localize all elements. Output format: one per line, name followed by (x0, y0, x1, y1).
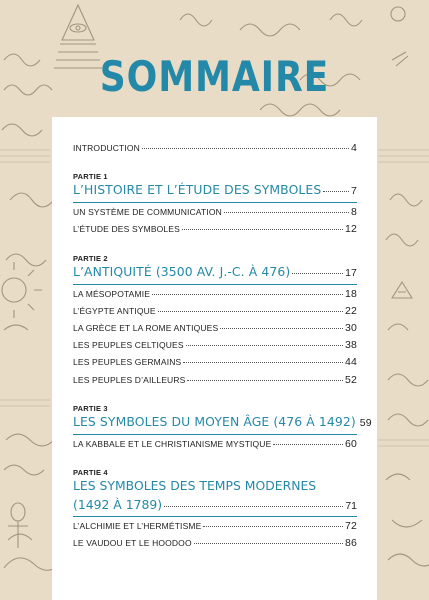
dot-leader (164, 506, 343, 507)
part-page: 17 (345, 266, 357, 279)
toc-entry[interactable] (73, 438, 357, 455)
dot-leader (187, 380, 343, 381)
toc-entry-page: 30 (345, 321, 357, 334)
part-title-line-1: LES SYMBOLES DES TEMPS MODERNES (73, 477, 317, 493)
table-of-contents (73, 142, 372, 554)
toc-entry-label: L’ÉGYPTE ANTIQUE (73, 305, 156, 316)
part-page: 7 (351, 185, 357, 198)
part-label: PARTIE 2 (73, 253, 108, 263)
part-title-row[interactable] (73, 182, 357, 203)
toc-entry-label: LES PEUPLES D’AILLEURS (73, 374, 186, 385)
toc-entry[interactable] (73, 356, 357, 373)
part-title: LES SYMBOLES DU MOYEN ÂGE (476 À 1492) (73, 413, 356, 429)
dot-leader (323, 191, 349, 192)
toc-entry[interactable] (73, 537, 357, 554)
dot-leader (158, 311, 343, 312)
part-title-line-2: (1492 À 1789) (73, 496, 163, 512)
dot-leader (183, 362, 343, 363)
toc-entry-label: INTRODUCTION (73, 143, 140, 153)
part-title-row[interactable] (73, 413, 372, 435)
toc-entry[interactable] (73, 374, 357, 391)
dot-leader (194, 543, 343, 544)
dot-leader (292, 273, 343, 274)
dot-leader (142, 148, 349, 149)
toc-entry-page: 60 (345, 437, 357, 450)
part-title-row[interactable] (73, 264, 357, 285)
toc-panel (52, 117, 377, 600)
dot-leader (152, 294, 343, 295)
toc-entry[interactable] (73, 223, 357, 240)
toc-entry-label: LA GRÈCE ET LA ROME ANTIQUES (73, 322, 219, 333)
toc-entry-label: L’ÉTUDE DES SYMBOLES (73, 224, 180, 235)
toc-entry-page: 72 (345, 519, 357, 532)
toc-entry-label: LA KABBALE ET LE CHRISTIANISME MYSTIQUE (73, 438, 272, 449)
toc-entry-label: UN SYSTÈME DE COMMUNICATION (73, 207, 222, 218)
part-title-row[interactable] (73, 478, 357, 517)
toc-entry-page: 18 (345, 287, 357, 300)
part-label: PARTIE 4 (73, 467, 108, 477)
toc-entry-page: 4 (351, 142, 357, 154)
toc-entry-page: 12 (345, 223, 357, 236)
toc-entry-page: 8 (351, 206, 357, 219)
toc-entry-label: LES PEUPLES GERMAINS (73, 357, 182, 368)
page-title: SOMMAIRE (99, 52, 330, 101)
toc-entry[interactable] (73, 288, 357, 305)
dot-leader (224, 212, 349, 213)
part-section-4 (73, 467, 357, 554)
dot-leader (186, 345, 343, 346)
toc-entry-page: 38 (345, 339, 357, 352)
toc-entry-label: LES PEUPLES CELTIQUES (73, 340, 184, 351)
part-label: PARTIE 1 (73, 172, 108, 182)
dot-leader (203, 526, 343, 527)
toc-entry[interactable] (73, 206, 357, 223)
toc-entry[interactable] (73, 339, 357, 356)
part-title: L’ANTIQUITÉ (3500 AV. J.-C. À 476) (73, 263, 291, 279)
toc-entry[interactable] (73, 520, 357, 537)
part-section-2 (73, 253, 357, 391)
toc-entry-label: LE VAUDOU ET LE HOODOO (73, 538, 192, 549)
dot-leader (182, 229, 343, 230)
toc-entry-page: 44 (345, 356, 357, 369)
toc-entry-label: L’ALCHIMIE ET L’HERMÉTISME (73, 520, 202, 531)
toc-entry[interactable] (73, 322, 357, 339)
part-section-1 (73, 171, 357, 240)
toc-entry-page: 86 (345, 537, 357, 550)
toc-entry-page: 52 (345, 373, 357, 386)
part-section-3 (73, 403, 372, 455)
toc-entry-label: LA MÉSOPOTAMIE (73, 288, 151, 299)
dot-leader (220, 328, 343, 329)
toc-entry[interactable] (73, 305, 357, 322)
part-label: PARTIE 3 (73, 403, 108, 413)
part-page: 71 (345, 499, 357, 512)
toc-entry-introduction[interactable] (73, 142, 357, 159)
toc-entry-page: 22 (345, 304, 357, 317)
part-title-line-2-row (73, 497, 357, 516)
dot-leader (273, 444, 343, 445)
part-title: L’HISTOIRE ET L’ÉTUDE DES SYMBOLES (73, 182, 322, 198)
part-page: 59 (359, 416, 372, 429)
